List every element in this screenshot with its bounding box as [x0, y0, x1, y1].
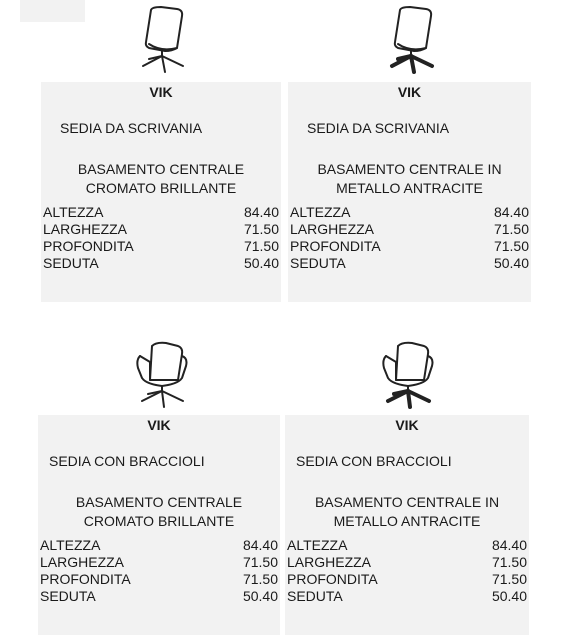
- product-card: [285, 415, 529, 635]
- spec-value: 84.40: [491, 537, 527, 553]
- base-line: METALLO ANTRACITE: [333, 513, 481, 529]
- spec-label: SEDUTA: [287, 588, 343, 604]
- base-line: BASAMENTO CENTRALE IN: [317, 161, 502, 177]
- spec-list: [43, 204, 279, 272]
- product-base: [288, 160, 531, 198]
- spec-row: [43, 238, 279, 255]
- spec-label: PROFONDITA: [287, 571, 378, 587]
- product-type: SEDIA DA SCRIVANIA: [307, 120, 450, 136]
- spec-value: 84.40: [242, 537, 278, 553]
- spec-row: [287, 588, 527, 605]
- spec-value: 71.50: [243, 238, 279, 254]
- product-base: [285, 493, 529, 531]
- product-card: [38, 415, 280, 635]
- spec-row: [40, 571, 278, 588]
- spec-value: 71.50: [243, 221, 279, 237]
- spec-label: LARGHEZZA: [43, 221, 128, 237]
- base-line: BASAMENTO CENTRALE IN: [314, 494, 500, 510]
- base-line: BASAMENTO CENTRALE: [77, 161, 245, 177]
- spec-value: 71.50: [242, 554, 278, 570]
- spec-label: PROFONDITA: [40, 571, 131, 587]
- spec-row: [43, 221, 279, 238]
- spec-row: [290, 204, 529, 221]
- product-name: VIK: [395, 417, 419, 433]
- spec-list: [287, 537, 527, 605]
- product-type: SEDIA CON BRACCIOLI: [49, 453, 205, 469]
- product-name: VIK: [147, 417, 171, 433]
- product-type: SEDIA CON BRACCIOLI: [296, 453, 452, 469]
- spec-row: [287, 554, 527, 571]
- spec-row: [287, 571, 527, 588]
- spec-label: ALTEZZA: [287, 537, 348, 553]
- product-card: [288, 82, 531, 302]
- spec-label: ALTEZZA: [40, 537, 101, 553]
- product-base: [41, 160, 281, 198]
- spec-label: LARGHEZZA: [290, 221, 375, 237]
- spec-row: [40, 554, 278, 571]
- spec-value: 50.40: [243, 255, 279, 271]
- spec-label: PROFONDITA: [43, 238, 134, 254]
- spec-row: [43, 204, 279, 221]
- spec-label: ALTEZZA: [290, 204, 351, 220]
- spec-value: 71.50: [491, 554, 527, 570]
- spec-row: [290, 255, 529, 272]
- spec-value: 84.40: [243, 204, 279, 220]
- product-card: [41, 82, 281, 302]
- spec-label: SEDUTA: [40, 588, 96, 604]
- spec-row: [287, 537, 527, 554]
- spec-list: [290, 204, 529, 272]
- armchair-icon: [126, 338, 196, 410]
- spec-value: 50.40: [242, 588, 278, 604]
- spec-value: 50.40: [491, 588, 527, 604]
- spec-value: 71.50: [493, 238, 529, 254]
- base-line: BASAMENTO CENTRALE: [75, 494, 243, 510]
- spec-value: 84.40: [493, 204, 529, 220]
- product-type: SEDIA DA SCRIVANIA: [60, 120, 203, 136]
- product-base: [38, 493, 280, 531]
- spec-value: 50.40: [493, 255, 529, 271]
- product-name: VIK: [149, 84, 173, 100]
- armchair-icon: [372, 338, 442, 410]
- spec-row: [40, 588, 278, 605]
- spec-row: [43, 255, 279, 272]
- chair-icon: [125, 4, 195, 76]
- spec-value: 71.50: [491, 571, 527, 587]
- corner-panel: [20, 0, 85, 22]
- base-line: METALLO ANTRACITE: [336, 180, 483, 196]
- spec-value: 71.50: [242, 571, 278, 587]
- spec-label: SEDUTA: [43, 255, 99, 271]
- product-name: VIK: [397, 84, 422, 100]
- spec-label: PROFONDITA: [290, 238, 381, 254]
- spec-list: [40, 537, 278, 605]
- spec-label: LARGHEZZA: [40, 554, 125, 570]
- base-line: CROMATO BRILLANTE: [85, 180, 237, 196]
- chair-icon: [374, 4, 444, 76]
- spec-label: LARGHEZZA: [287, 554, 372, 570]
- spec-label: SEDUTA: [290, 255, 346, 271]
- base-line: CROMATO BRILLANTE: [83, 513, 235, 529]
- spec-label: ALTEZZA: [43, 204, 104, 220]
- spec-row: [290, 238, 529, 255]
- spec-row: [40, 537, 278, 554]
- spec-row: [290, 221, 529, 238]
- spec-value: 71.50: [493, 221, 529, 237]
